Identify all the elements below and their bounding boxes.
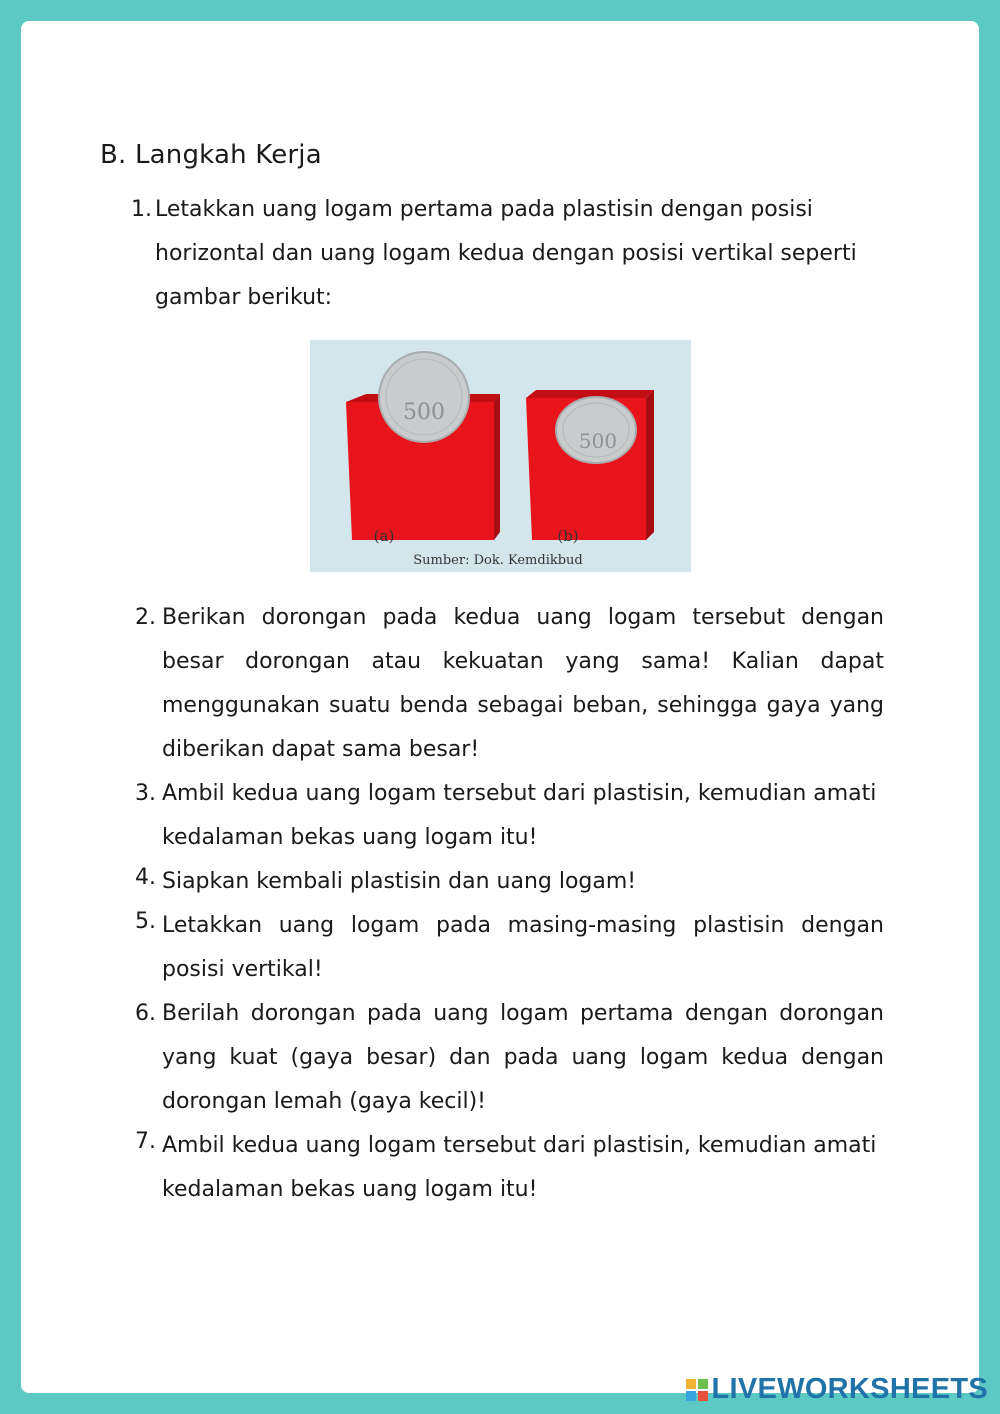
brand-name: LIVEWORKSHEETS xyxy=(711,1373,988,1405)
step-text: Ambil kedua uang logam tersebut dari plastisin, kemudian amati kedalaman bekas uang logam itu! xyxy=(162,1133,877,1202)
liveworksheets-logo-icon xyxy=(686,1379,708,1401)
step-4 xyxy=(130,860,884,904)
step-number: 2. xyxy=(135,605,156,630)
step-2 xyxy=(130,596,884,772)
label-b: (b) xyxy=(557,527,579,545)
step-text: Letakkan uang logam pada masing-masing plastisin dengan posisi vertikal! xyxy=(162,913,884,982)
step-1 xyxy=(130,188,892,320)
step-text: Ambil kedua uang logam tersebut dari plastisin, kemudian amati kedalaman bekas uang logam itu! xyxy=(162,781,877,850)
step-5 xyxy=(130,904,884,992)
step-6 xyxy=(130,992,884,1124)
liveworksheets-brand xyxy=(686,1373,989,1406)
step-number: 7. xyxy=(135,1129,156,1154)
step-text: Siapkan kembali plastisin dan uang logam! xyxy=(162,869,637,894)
step-text: Berilah dorongan pada uang logam pertama dengan dorongan yang kuat (gaya besar) dan pada uang logam kedua dengan dorongan lemah (gaya kecil)! xyxy=(162,1001,884,1114)
coin-plasticine-figure xyxy=(310,340,691,572)
label-a: (a) xyxy=(373,527,395,545)
step-number: 4. xyxy=(135,865,156,890)
coin-plasticine-image xyxy=(310,340,691,572)
coin-a-value: 500 xyxy=(403,400,445,425)
coin-b-value: 500 xyxy=(578,429,618,453)
section-title: B. Langkah Kerja xyxy=(100,140,322,170)
coin-a-vertical xyxy=(379,352,469,442)
step-number: 5. xyxy=(135,909,156,934)
step-number: 3. xyxy=(135,781,156,806)
coin-b-horizontal xyxy=(556,397,636,463)
step-3 xyxy=(130,772,884,860)
step-text: Letakkan uang logam pertama pada plastisin dengan posisi horizontal dan uang logam kedua dengan posisi vertikal seperti gambar berikut: xyxy=(155,197,857,310)
step-text: Berikan dorongan pada kedua uang logam tersebut dengan besar dorongan atau kekuatan yang sama! Kalian dapat menggunakan suatu benda sebagai beban, sehingga gaya yang diberikan dapat sama besar! xyxy=(162,605,884,762)
step-number: 1. xyxy=(131,197,152,222)
step-7 xyxy=(130,1124,884,1212)
figure-source: Sumber: Dok. Kemdikbud xyxy=(413,553,583,568)
step-number: 6. xyxy=(135,1001,156,1026)
